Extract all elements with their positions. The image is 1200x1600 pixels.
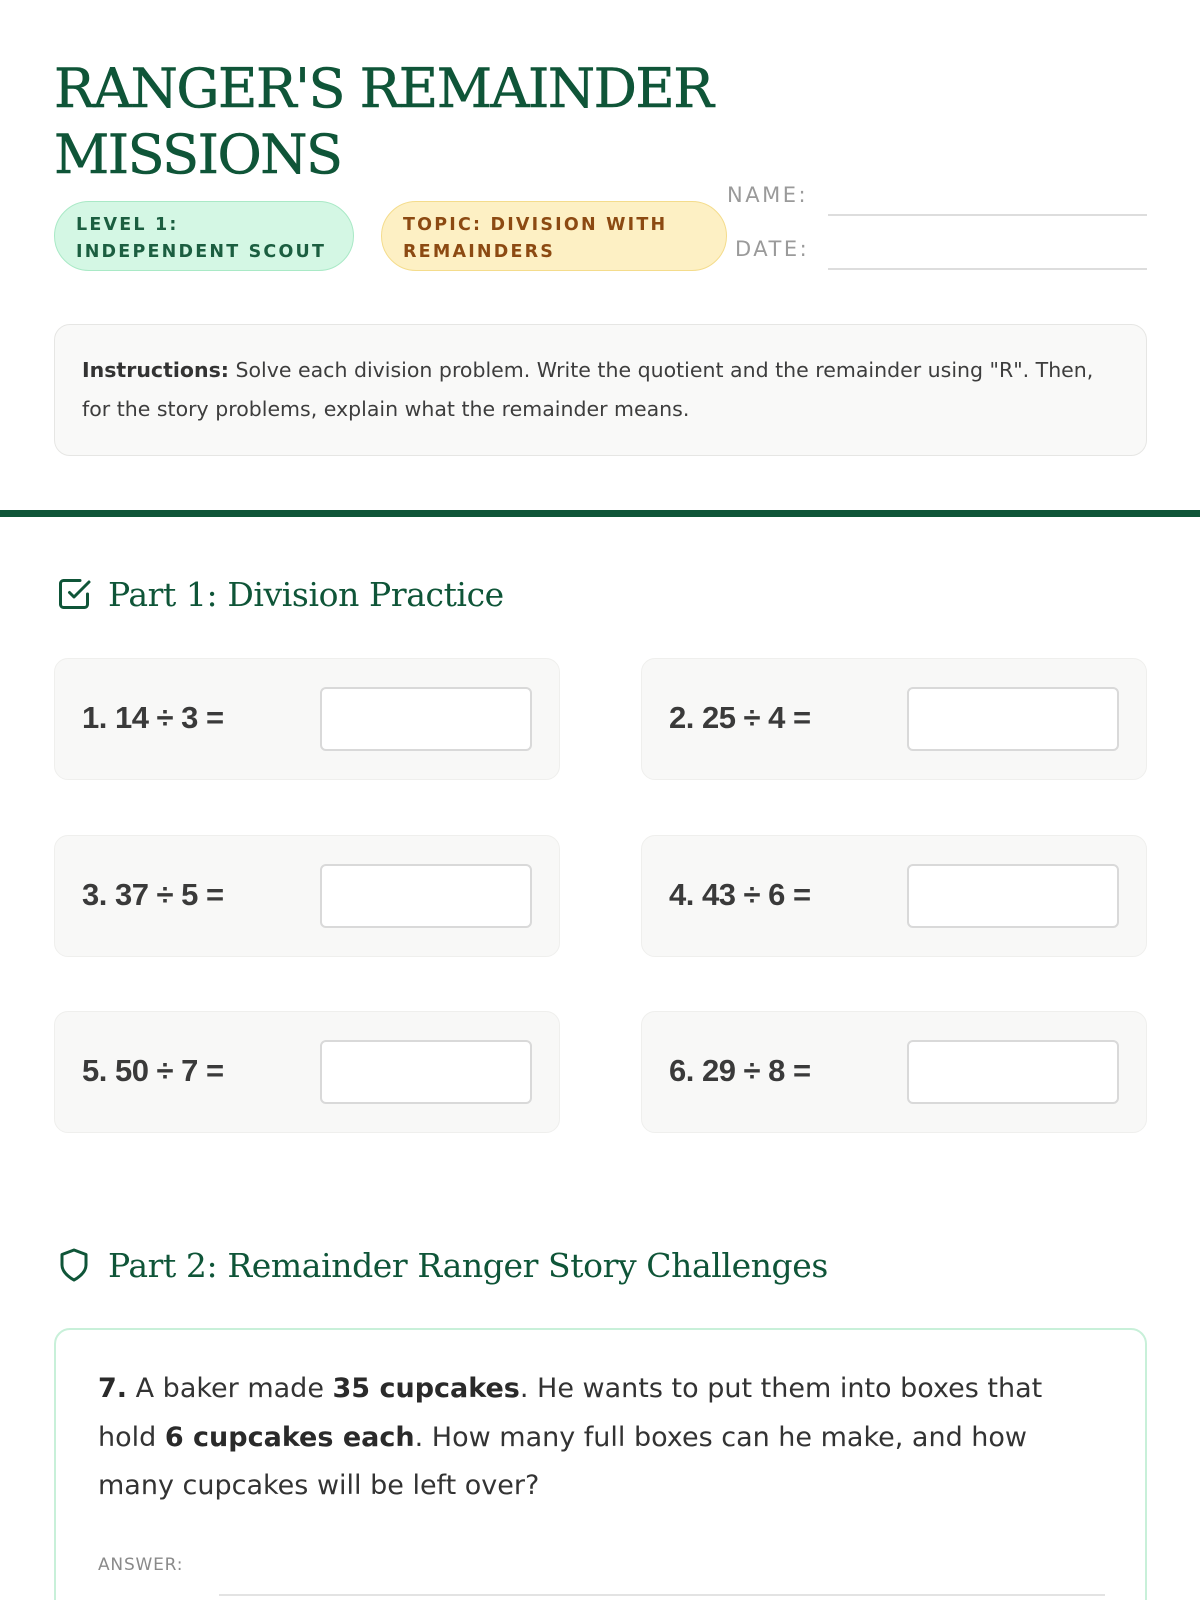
section-divider <box>0 510 1200 517</box>
story-problem-text <box>98 1365 1108 1511</box>
problem-card-4 <box>641 835 1147 957</box>
shield-icon <box>56 1247 92 1283</box>
part-2-title: Part 2: Remainder Ranger Story Challenges <box>108 1245 828 1285</box>
story-answer-label: ANSWER: <box>98 1555 184 1575</box>
name-label: NAME: <box>727 183 809 207</box>
answer-box-5[interactable] <box>320 1040 532 1104</box>
part-1-title: Part 1: Division Practice <box>108 574 504 614</box>
part-2-heading <box>56 1243 828 1287</box>
name-field[interactable] <box>828 214 1147 216</box>
answer-box-3[interactable] <box>320 864 532 928</box>
story-answer-field[interactable] <box>219 1594 1105 1596</box>
part-1-heading <box>56 572 504 616</box>
story-text-part: A baker made <box>127 1373 333 1404</box>
instructions-box <box>54 324 1147 456</box>
story-bold-quantity: 6 cupcakes each <box>164 1421 415 1453</box>
problem-expression: 5. 50 ÷ 7 = <box>82 1053 224 1088</box>
answer-box-6[interactable] <box>907 1040 1119 1104</box>
level-badge-line-1: LEVEL 1: <box>76 215 179 235</box>
problem-expression: 4. 43 ÷ 6 = <box>669 877 811 912</box>
topic-badge-line-1: TOPIC: DIVISION WITH <box>403 215 668 235</box>
worksheet-title: RANGER'S REMAINDER MISSIONS <box>54 57 713 186</box>
answer-box-4[interactable] <box>907 864 1119 928</box>
answer-box-2[interactable] <box>907 687 1119 751</box>
check-square-icon <box>56 576 92 612</box>
story-card-7 <box>54 1328 1147 1600</box>
story-number: 7. <box>98 1373 128 1404</box>
problem-card-5 <box>54 1011 560 1133</box>
story-text-part: . How many full boxes can he make, and how many cupcakes will be left over? <box>98 1421 1028 1501</box>
answer-box-1[interactable] <box>320 687 532 751</box>
story-bold-quantity: 35 cupcakes <box>332 1373 520 1404</box>
problem-expression: 3. 37 ÷ 5 = <box>82 877 224 912</box>
problem-card-3 <box>54 835 560 957</box>
problem-card-2 <box>641 658 1147 780</box>
instructions-lead: Instructions: <box>82 358 229 382</box>
date-field[interactable] <box>828 268 1147 270</box>
problem-expression: 6. 29 ÷ 8 = <box>669 1053 811 1088</box>
problem-expression: 2. 25 ÷ 4 = <box>669 700 811 735</box>
story-text-part: . He wants to put them into boxes that hold <box>98 1373 1043 1453</box>
instructions-text: Solve each division problem. Write the quotient and the remainder using "R". Then, for the story problems, explain what the remainder means. <box>82 358 1094 421</box>
date-label: DATE: <box>735 237 810 261</box>
topic-badge-line-2: REMAINDERS <box>403 242 556 262</box>
level-badge-line-2: INDEPENDENT SCOUT <box>76 242 327 262</box>
topic-badge <box>381 201 727 271</box>
level-badge <box>54 201 354 271</box>
problem-expression: 1. 14 ÷ 3 = <box>82 700 224 735</box>
problem-card-6 <box>641 1011 1147 1133</box>
problem-card-1 <box>54 658 560 780</box>
